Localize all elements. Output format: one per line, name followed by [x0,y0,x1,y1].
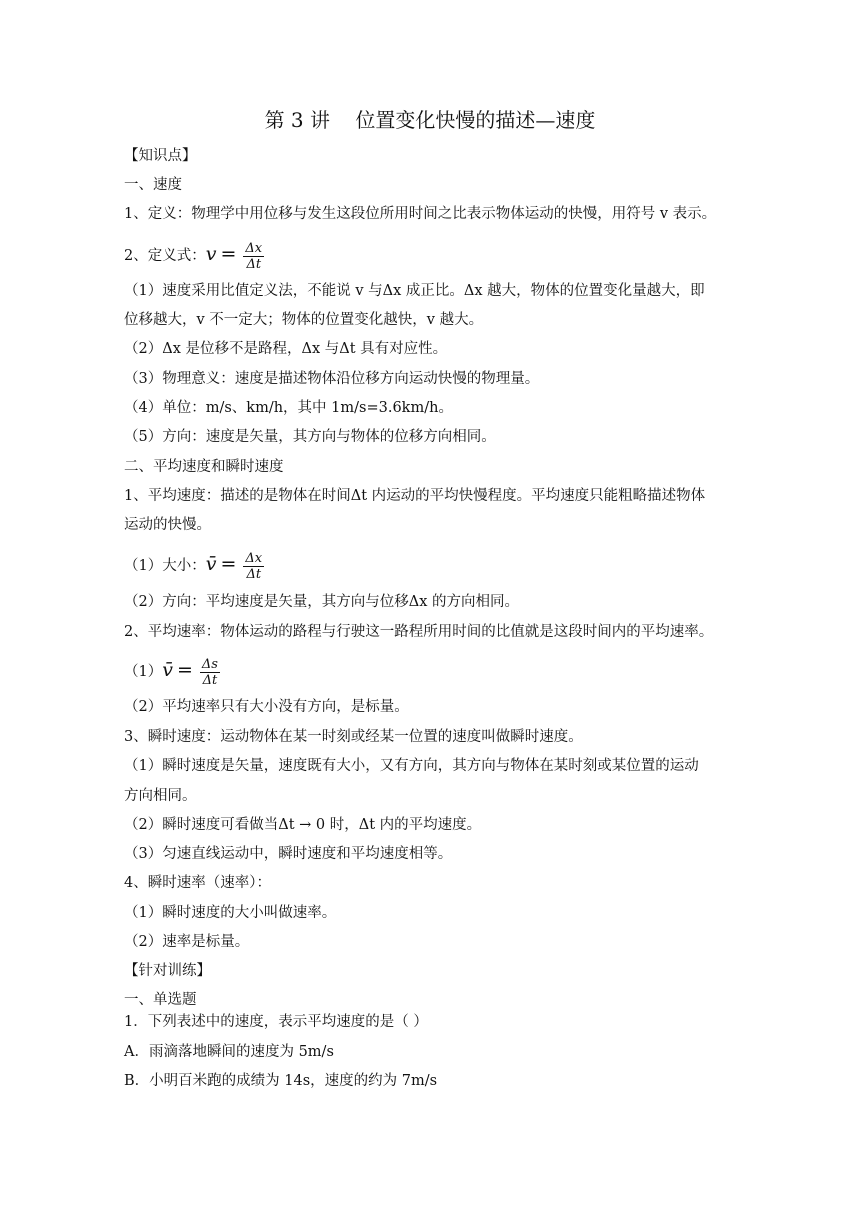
formula-label: （1） [124,664,163,680]
formula-label: （1）大小： [124,558,206,574]
question-stem: 1．下列表述中的速度，表示平均速度的是（ ） [124,1014,428,1030]
paragraph-line: （1）瞬时速度是矢量，速度既有大小，又有方向，其方向与物体在某时刻或某位置的运动 [124,758,699,774]
fraction-denominator: Δt [202,672,218,688]
paragraph-line: （4）单位：m/s、km/h，其中 1m/s=3.6km/h。 [124,400,453,416]
formula-lhs: v̄ [205,553,217,575]
paragraph-line: （3）物理意义：速度是描述物体沿位移方向运动快慢的物理量。 [124,371,540,387]
paragraph-line: 4、瞬时速率（速率）： [124,875,271,891]
formula-label: 2、定义式： [124,248,206,264]
formula-average-speed-line [124,650,744,690]
paragraph-line: （2）瞬时速度可看做当Δt → 0 时，Δt 内的平均速度。 [124,817,482,833]
knowledge-header: 【知识点】 [124,148,197,164]
option-b: B．小明百米跑的成绩为 14s，速度的约为 7m/s [124,1073,438,1089]
fraction-numerator: Δx [245,240,263,256]
fraction-numerator: Δs [201,656,218,672]
section-heading-average-instant: 二、平均速度和瞬时速度 [124,459,284,475]
paragraph-line: 3、瞬时速度：运动物体在某一时刻或经某一位置的速度叫做瞬时速度。 [124,729,583,745]
section-heading-speed: 一、速度 [124,177,182,193]
definition-line: 1、定义：物理学中用位移与发生这段位所用时间之比表示物体运动的快慢，用符号 v 表示。 [124,206,717,222]
equals-sign: = [220,243,237,265]
fraction-denominator: Δt [246,566,262,582]
fraction [243,551,264,582]
paragraph-line: （2）方向：平均速度是矢量，其方向与位移Δx 的方向相同。 [124,594,519,610]
fraction-denominator: Δt [246,256,262,272]
paragraph-line: 运动的快慢。 [124,517,211,533]
fraction-numerator: Δx [245,550,263,566]
paragraph-line: （2）平均速率只有大小没有方向，是标量。 [124,699,409,715]
option-a: A．雨滴落地瞬间的速度为 5m/s [124,1044,334,1060]
fraction [200,657,220,688]
paragraph-line: （2）速率是标量。 [124,934,250,950]
formula-average-velocity-line [124,544,744,584]
paragraph-line: （3）匀速直线运动中，瞬时速度和平均速度相等。 [124,846,453,862]
paragraph-line: （1）速度采用比值定义法，不能说 v 与Δx 成正比。Δx 越大，物体的位置变化量越大，即 [124,283,705,299]
formula-definition-line [124,234,744,274]
paragraph-line: （5）方向：速度是矢量，其方向与物体的位移方向相同。 [124,429,496,445]
paragraph-line: 位移越大，v 不一定大；物体的位置变化越快，v 越大。 [124,312,484,328]
fraction [243,241,264,272]
paragraph-line: 方向相同。 [124,788,197,804]
paragraph-line: （2）Δx 是位移不是路程，Δx 与Δt 具有对应性。 [124,341,448,357]
equals-sign: = [176,659,193,681]
question-section-heading: 一、单选题 [124,992,197,1008]
training-header: 【针对训练】 [124,963,211,979]
paragraph-line: （1）瞬时速度的大小叫做速率。 [124,905,337,921]
equals-sign: = [220,553,237,575]
formula-lhs: v [205,243,217,265]
paragraph-line: 1、平均速度：描述的是物体在时间Δt 内运动的平均快慢程度。平均速度只能粗略描述物体 [124,488,706,504]
paragraph-line: 2、平均速率：物体运动的路程与行驶这一路程所用时间的比值就是这段时间内的平均速率。 [124,624,714,640]
formula-lhs: v̄ [162,659,173,681]
page-title: 第 3 讲 位置变化快慢的描述—速度 [264,108,596,132]
